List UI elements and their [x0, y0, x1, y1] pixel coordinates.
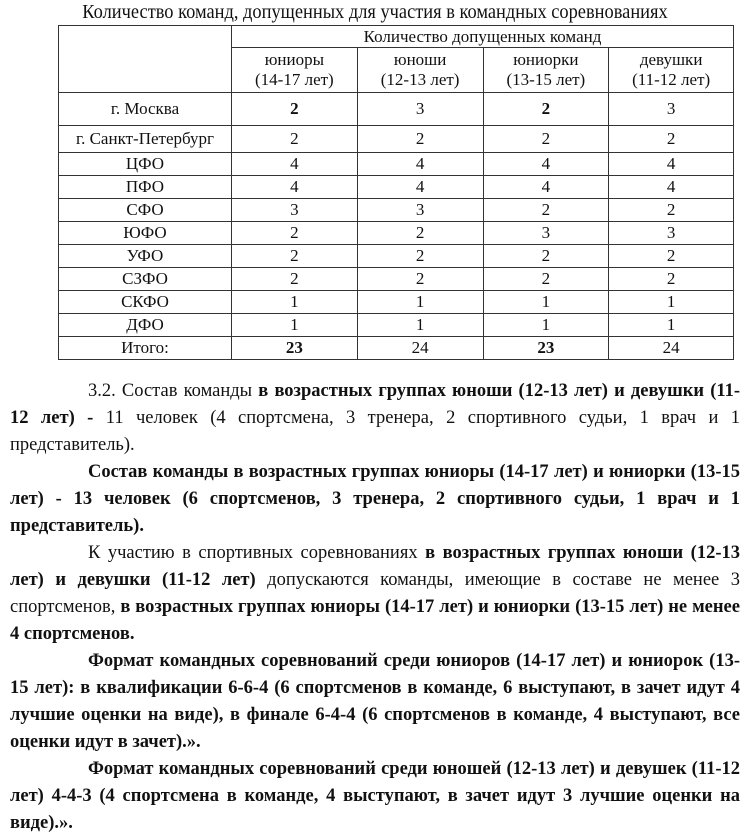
table-row [59, 314, 734, 337]
value-cell: 2 [232, 245, 358, 268]
value-cell: 4 [357, 176, 483, 199]
table-row [59, 291, 734, 314]
value-cell: 2 [357, 245, 483, 268]
column-header [483, 48, 609, 93]
value-cell: 2 [232, 93, 358, 126]
value-cell: 2 [483, 268, 609, 291]
region-cell: ЮФО [59, 222, 232, 245]
region-cell: г. Москва [59, 93, 232, 126]
value-cell: 4 [609, 176, 734, 199]
value-cell: 1 [483, 291, 609, 314]
value-cell: 2 [609, 245, 734, 268]
region-cell: ЦФО [59, 153, 232, 176]
value-cell: 2 [232, 268, 358, 291]
table-row [59, 93, 734, 126]
table-row [59, 153, 734, 176]
column-header [232, 48, 358, 93]
region-cell: СФО [59, 199, 232, 222]
text-segment: в возрастных группах юноши (12-13 лет) и девушки (11-12 лет) - [10, 381, 740, 428]
table-row [59, 126, 734, 153]
value-cell: 1 [609, 291, 734, 314]
text-segment: 3.2. Состав команды [88, 381, 259, 401]
table-row [59, 337, 734, 360]
group-header: Количество допущенных команд [232, 26, 734, 48]
region-cell: ДФО [59, 314, 232, 337]
value-cell: 4 [232, 176, 358, 199]
column-age: (13-15 лет) [506, 70, 586, 89]
table-row [59, 199, 734, 222]
value-cell: 2 [357, 222, 483, 245]
value-cell: 4 [483, 176, 609, 199]
value-cell: 2 [483, 199, 609, 222]
column-header [609, 48, 734, 93]
value-cell: 1 [357, 314, 483, 337]
paragraph [10, 648, 740, 756]
column-age: (14-17 лет) [255, 70, 334, 89]
table-row [59, 268, 734, 291]
value-cell: 23 [483, 337, 609, 360]
text-segment: Состав команды в возрастных группах юниоры (14-17 лет) и юниорки (13-15 лет) - 13 человек (6 спортсменов, 3 тренера, 2 спортивного судьи, 1 врач и 1 представитель). [10, 462, 740, 536]
text-segment: К участию в спортивных соревнованиях [88, 543, 426, 563]
value-cell: 2 [609, 268, 734, 291]
paragraph [10, 459, 740, 540]
table-row [59, 245, 734, 268]
region-cell: Итого: [59, 337, 232, 360]
value-cell: 3 [232, 199, 358, 222]
value-cell: 1 [232, 291, 358, 314]
region-cell: СЗФО [59, 268, 232, 291]
value-cell: 3 [609, 93, 734, 126]
column-name: юниорки [513, 50, 579, 69]
column-name: девушки [639, 50, 703, 69]
value-cell: 4 [232, 153, 358, 176]
text-segment: допускаются команды, имеющие в составе не менее 3 спортсменов, [10, 570, 740, 617]
value-cell: 2 [357, 268, 483, 291]
table-row [59, 176, 734, 199]
value-cell: 3 [357, 199, 483, 222]
value-cell: 24 [357, 337, 483, 360]
text-segment: 11 человек (4 спортсмена, 3 тренера, 2 спортивного судьи, 1 врач и 1 представитель). [10, 408, 741, 455]
value-cell: 1 [232, 314, 358, 337]
region-cell: г. Санкт-Петербург [59, 126, 232, 153]
text-segment: в возрастных группах юниоры (14-17 лет) и юниорки (13-15 лет) не менее 4 спортсменов. [10, 597, 740, 644]
value-cell: 2 [483, 245, 609, 268]
value-cell: 2 [609, 126, 734, 153]
value-cell: 2 [483, 93, 609, 126]
value-cell: 3 [483, 222, 609, 245]
value-cell: 4 [357, 153, 483, 176]
region-cell: СКФО [59, 291, 232, 314]
region-cell: УФО [59, 245, 232, 268]
text-segment: в возрастных группах юноши (12-13 лет) и девушки (11-12 лет) [10, 543, 740, 590]
value-cell: 2 [357, 126, 483, 153]
value-cell: 3 [357, 93, 483, 126]
value-cell: 4 [483, 153, 609, 176]
paragraph [10, 756, 740, 837]
value-cell: 2 [483, 126, 609, 153]
teams-table [58, 25, 734, 360]
body-text [10, 378, 740, 837]
paragraph [10, 378, 740, 459]
paragraph [10, 540, 740, 648]
value-cell: 1 [609, 314, 734, 337]
value-cell: 2 [232, 126, 358, 153]
region-cell: ПФО [59, 176, 232, 199]
column-name: юниоры [264, 50, 325, 69]
table-title: Количество команд, допущенных для участия в командных соревнованиях [82, 1, 668, 23]
value-cell: 2 [232, 222, 358, 245]
column-header [357, 48, 483, 93]
column-name: юноши [393, 50, 447, 69]
column-age: (11-12 лет) [632, 70, 711, 89]
region-header-cell [59, 26, 232, 93]
value-cell: 24 [609, 337, 734, 360]
value-cell: 1 [357, 291, 483, 314]
value-cell: 1 [483, 314, 609, 337]
text-segment: Формат командных соревнований среди юниоров (14-17 лет) и юниорок (13-15 лет): в квалификации 6-6-4 (6 спортсменов в команде, 6 выступают, в зачет идут 4 лучшие оценки на виде), в финале 6-4-4 (6 спортсменов в команде, 4 выступают, все оценки идут в зачет).». [10, 651, 740, 752]
column-age: (12-13 лет) [380, 70, 460, 89]
value-cell: 4 [609, 153, 734, 176]
value-cell: 23 [232, 337, 358, 360]
text-segment: Формат командных соревнований среди юношей (12-13 лет) и девушек (11-12 лет) 4-4-3 (4 спортсмена в команде, 4 выступают, в зачет идут 3 лучшие оценки на виде).». [10, 759, 740, 833]
value-cell: 3 [609, 222, 734, 245]
table-row [59, 222, 734, 245]
table-header-row [59, 26, 734, 48]
value-cell: 2 [609, 199, 734, 222]
